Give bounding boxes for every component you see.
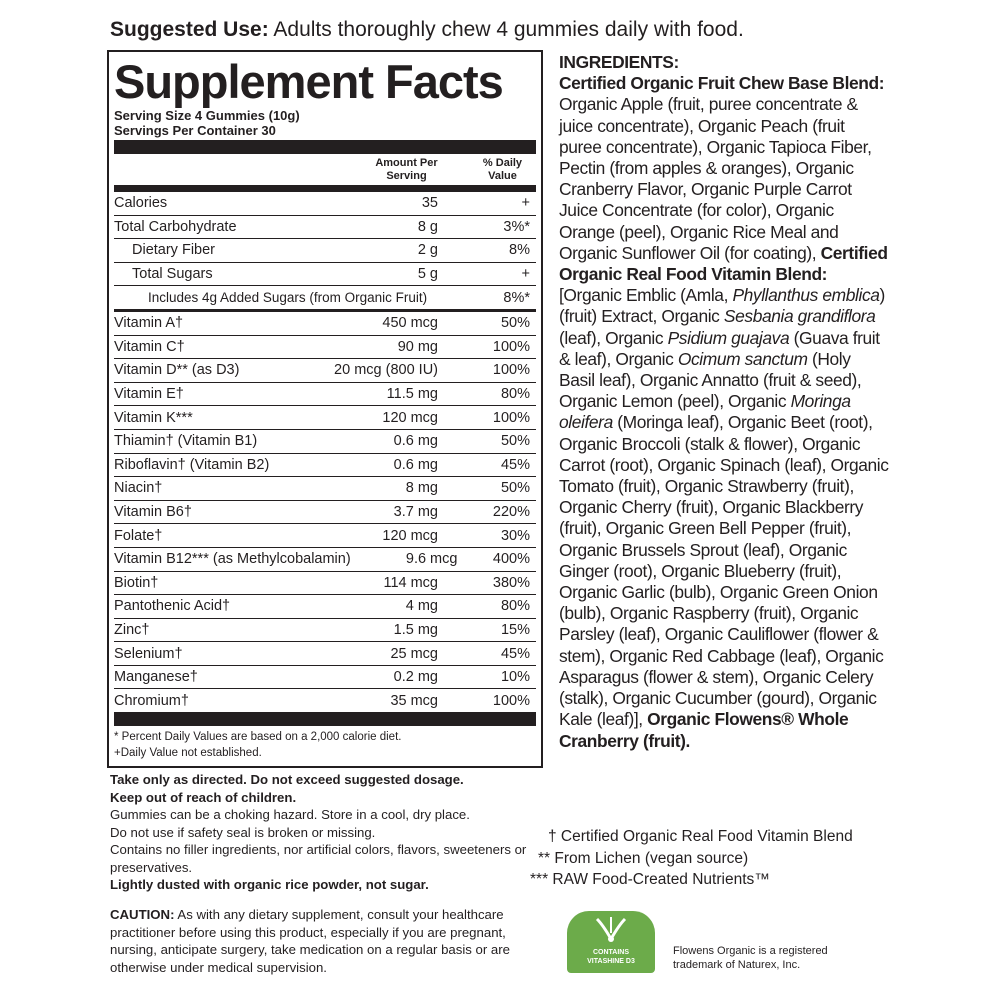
ingredients (559, 52, 889, 752)
nutrient-name: Vitamin E† (114, 386, 184, 403)
warnings (110, 771, 530, 894)
nutrient-amount: 90 mg (397, 338, 438, 355)
facts-row (114, 595, 536, 619)
nutrient-amount: 25 mcg (390, 645, 438, 662)
note-triple-star: *** RAW Food-Created Nutrients™ (530, 871, 770, 888)
col-amount-1: Amount Per (375, 156, 438, 169)
nutrient-name: Vitamin D** (as D3) (114, 362, 240, 379)
nutrient-name: Thiamin† (Vitamin B1) (114, 433, 258, 450)
symbol-notes (530, 826, 853, 891)
badge-line2: VITASHINE D3 (587, 958, 635, 965)
nutrient-dv: 50% (500, 315, 530, 332)
nutrient-amount: 120 mcg (382, 527, 438, 544)
facts-row (114, 406, 536, 430)
nutrient-name: Selenium† (114, 645, 183, 662)
ingredients-heading: INGREDIENTS: (559, 52, 679, 72)
facts-row (114, 477, 536, 501)
latin-name: Psidium guajava (667, 327, 790, 348)
vitamin-blend-text-4: (Guava fruit & leaf), Organic (559, 327, 880, 369)
leaf-v-icon (567, 911, 655, 949)
col-dv-1: % Daily (482, 156, 523, 169)
suggested-use-text: Adults thoroughly chew 4 gummies daily with food. (268, 18, 744, 41)
facts-row (114, 572, 536, 596)
latin-name: Moringa oleifera (559, 391, 851, 433)
col-dv-2: Value (488, 169, 517, 182)
nutrient-name: Manganese† (114, 669, 198, 686)
facts-row (114, 286, 536, 312)
nutrient-amount: 9.6 mcg (405, 551, 458, 568)
nutrient-dv: 380% (492, 574, 530, 591)
nutrient-name: Vitamin B12*** (as Methylcobalamin) (114, 551, 351, 568)
facts-row (114, 501, 536, 525)
nutrient-amount: 114 mcg (383, 574, 438, 591)
facts-row (114, 548, 536, 572)
latin-name: Ocimum sanctum (677, 348, 808, 369)
nutrient-amount: 3.7 mg (393, 504, 438, 521)
nutrient-name: Includes 4g Added Sugars (from Organic Fruit) (148, 290, 428, 306)
facts-row (114, 336, 536, 360)
nutrient-dv: 80% (500, 386, 530, 403)
nutrient-name: Vitamin A† (114, 315, 184, 332)
nutrient-name: Total Sugars (132, 266, 213, 283)
nutrient-dv: 400% (492, 551, 530, 568)
suggested-use-label: Suggested Use: (110, 18, 269, 41)
facts-row (114, 689, 536, 712)
nutrient-name: Folate† (114, 527, 163, 544)
nutrient-dv: 100% (492, 409, 530, 426)
nutrient-dv: 15% (500, 621, 530, 638)
separator-bar-bottom (114, 712, 536, 726)
vitamin-blend-text-1: [Organic Emblic (Amla, (559, 285, 733, 306)
facts-table (114, 192, 536, 712)
base-blend-label: Certified Organic Fruit Chew Base Blend: (559, 73, 885, 94)
nutrient-amount: 0.6 mg (393, 433, 438, 450)
warning-choking: Gummies can be a choking hazard. Store in a cool, dry place. (110, 807, 470, 822)
nutrient-name: Calories (114, 195, 168, 212)
facts-title: Supplement Facts (114, 55, 503, 108)
servings-per-container: Servings Per Container 30 (114, 123, 276, 138)
facts-row (114, 312, 536, 336)
nutrient-amount: 1.5 mg (393, 621, 438, 638)
nutrient-dv: 80% (500, 598, 530, 615)
facts-row (114, 524, 536, 548)
caution-text: As with any dietary supplement, consult your healthcare practitioner before using this product, especially if you are pregnant, nursing, anticipate surgery, take medication on a regular basis or are otherwise under medical supervision. (110, 907, 510, 975)
nutrient-name: Vitamin K*** (114, 409, 193, 426)
nutrient-dv: 100% (492, 692, 530, 709)
facts-row (114, 619, 536, 643)
nutrient-name: Chromium† (114, 692, 189, 709)
column-header (114, 154, 536, 192)
caution (110, 906, 530, 976)
nutrient-dv: 100% (492, 338, 530, 355)
suggested-use (110, 18, 744, 42)
warning-seal: Do not use if safety seal is broken or missing. (110, 824, 376, 840)
nutrient-amount: 20 mcg (800 IU) (334, 362, 438, 379)
nutrient-amount: 0.6 mg (393, 456, 438, 473)
nutrient-dv: + (521, 266, 530, 283)
facts-row (114, 430, 536, 454)
facts-row (114, 359, 536, 383)
base-blend-text: Organic Apple (fruit, puree concentrate & juice concentrate), Organic Peach (fruit puree concentrate), Organic Tapioca Fiber, Pectin (from apples & oranges), Organic Cranberry Flavor, Organic Purple Carrot Juice Concentrate (for color), Organic Orange (peel), Organic Rice Meal and Organic Sunflower Oil (for coating), (559, 94, 872, 263)
nutrient-amount: 2 g (417, 242, 438, 259)
warning-no-fillers: Contains no filler ingredients, nor artificial colors, flavors, sweeteners or preservatives. (110, 842, 527, 875)
footnote-dv-not-established: +Daily Value not established. (114, 747, 262, 760)
note-double-star: ** From Lichen (vegan source) (538, 849, 749, 867)
vitamin-blend-text-5: (Holy Basil leaf), Organic Annatto (fruit & seed), Organic Lemon (peel), Organic (559, 348, 862, 412)
nutrient-name: Biotin† (114, 574, 159, 591)
nutrient-name: Riboflavin† (Vitamin B2) (114, 456, 270, 473)
latin-name: Sesbania grandiflora (723, 306, 876, 327)
nutrient-dv: 10% (500, 669, 530, 686)
warning-rice-powder: Lightly dusted with organic rice powder, not sugar. (110, 877, 429, 892)
nutrient-dv: 50% (500, 433, 530, 450)
facts-row (114, 666, 536, 690)
footnote-percent-dv: * Percent Daily Values are based on a 2,000 calorie diet. (114, 731, 402, 744)
trademark-note: Flowens Organic is a registered trademark of Naturex, Inc. (673, 945, 828, 971)
nutrient-amount: 5 g (417, 266, 438, 283)
facts-row (114, 263, 536, 287)
nutrient-dv: 8%* (503, 289, 530, 306)
col-amount-2: Serving (386, 169, 427, 182)
nutrient-amount: 8 mg (405, 480, 438, 497)
nutrient-name: Niacin† (114, 480, 163, 497)
nutrient-dv: 45% (500, 645, 530, 662)
nutrient-dv: 8% (509, 242, 530, 259)
nutrient-amount: 11.5 mg (386, 386, 438, 403)
facts-row (114, 383, 536, 407)
separator-bar (114, 140, 536, 154)
nutrient-name: Pantothenic Acid† (114, 598, 231, 615)
nutrient-dv: 100% (492, 362, 530, 379)
nutrient-dv: 50% (500, 480, 530, 497)
badge-line1: CONTAINS (592, 949, 630, 956)
nutrient-name: Zinc† (114, 621, 150, 638)
nutrient-name: Total Carbohydrate (114, 218, 237, 235)
facts-row (114, 642, 536, 666)
facts-row (114, 192, 536, 216)
latin-name: Phyllanthus emblica (732, 285, 880, 306)
warning-children: Keep out of reach of children. (110, 789, 297, 805)
warning-directed: Take only as directed. Do not exceed suggested dosage. (110, 772, 464, 787)
vitamin-blend-text-3: (leaf), Organic (559, 327, 668, 348)
nutrient-amount: 35 mcg (390, 692, 438, 709)
note-dagger: † Certified Organic Real Food Vitamin Blend (548, 828, 853, 845)
supplement-facts-panel (107, 50, 543, 768)
caution-label: CAUTION: (110, 907, 175, 922)
facts-row (114, 216, 536, 240)
serving-size: Serving Size 4 Gummies (10g) (114, 108, 300, 123)
nutrient-amount: 4 mg (405, 598, 438, 615)
nutrient-amount: 0.2 mg (393, 669, 438, 686)
vitamin-blend-text-2: ) (fruit) Extract, Organic (559, 285, 885, 327)
nutrient-amount: 450 mcg (382, 315, 438, 332)
nutrient-amount: 120 mcg (382, 409, 438, 426)
nutrient-name: Vitamin C† (114, 338, 185, 355)
vitashine-badge (567, 911, 655, 973)
facts-row (114, 454, 536, 478)
nutrient-dv: 30% (500, 527, 530, 544)
nutrient-name: Vitamin B6† (114, 504, 192, 521)
flowens-cranberry: Organic Flowens® Whole Cranberry (fruit). (559, 709, 849, 751)
nutrient-dv: 45% (500, 456, 530, 473)
facts-row (114, 239, 536, 263)
nutrient-dv: + (521, 195, 530, 212)
vitamin-blend-label: Certified Organic Real Food Vitamin Blend: (559, 242, 888, 285)
vitamin-blend-text-6: (Moringa leaf), Organic Beet (root), Organic Broccoli (stalk & flower), Organic Carrot (root), Organic Spinach (leaf), Organic Tomato (fruit), Organic Strawberry (fruit), Organic Cherry (fruit), Organic Blackberry (fruit), Organic Green Bell Pepper (fruit), Organic Brussels Sprout (leaf), Organic Ginger (root), Organic Blueberry (fruit), Organic Garlic (bulb), Organic Green Onion (bulb), Organic Raspberry (fruit), Organic Parsley (leaf), Organic Cauliflower (flower & stem), Organic Red Cabbage (leaf), Organic Asparagus (flower & stem), Organic Celery (stalk), Organic Cucumber (gourd), Organic Kale (leaf)], (559, 412, 889, 730)
nutrient-dv: 3%* (503, 218, 530, 235)
nutrient-name: Dietary Fiber (132, 242, 215, 259)
nutrient-dv: 220% (492, 504, 530, 521)
nutrient-amount: 35 (421, 195, 438, 212)
nutrient-amount: 8 g (417, 218, 438, 235)
